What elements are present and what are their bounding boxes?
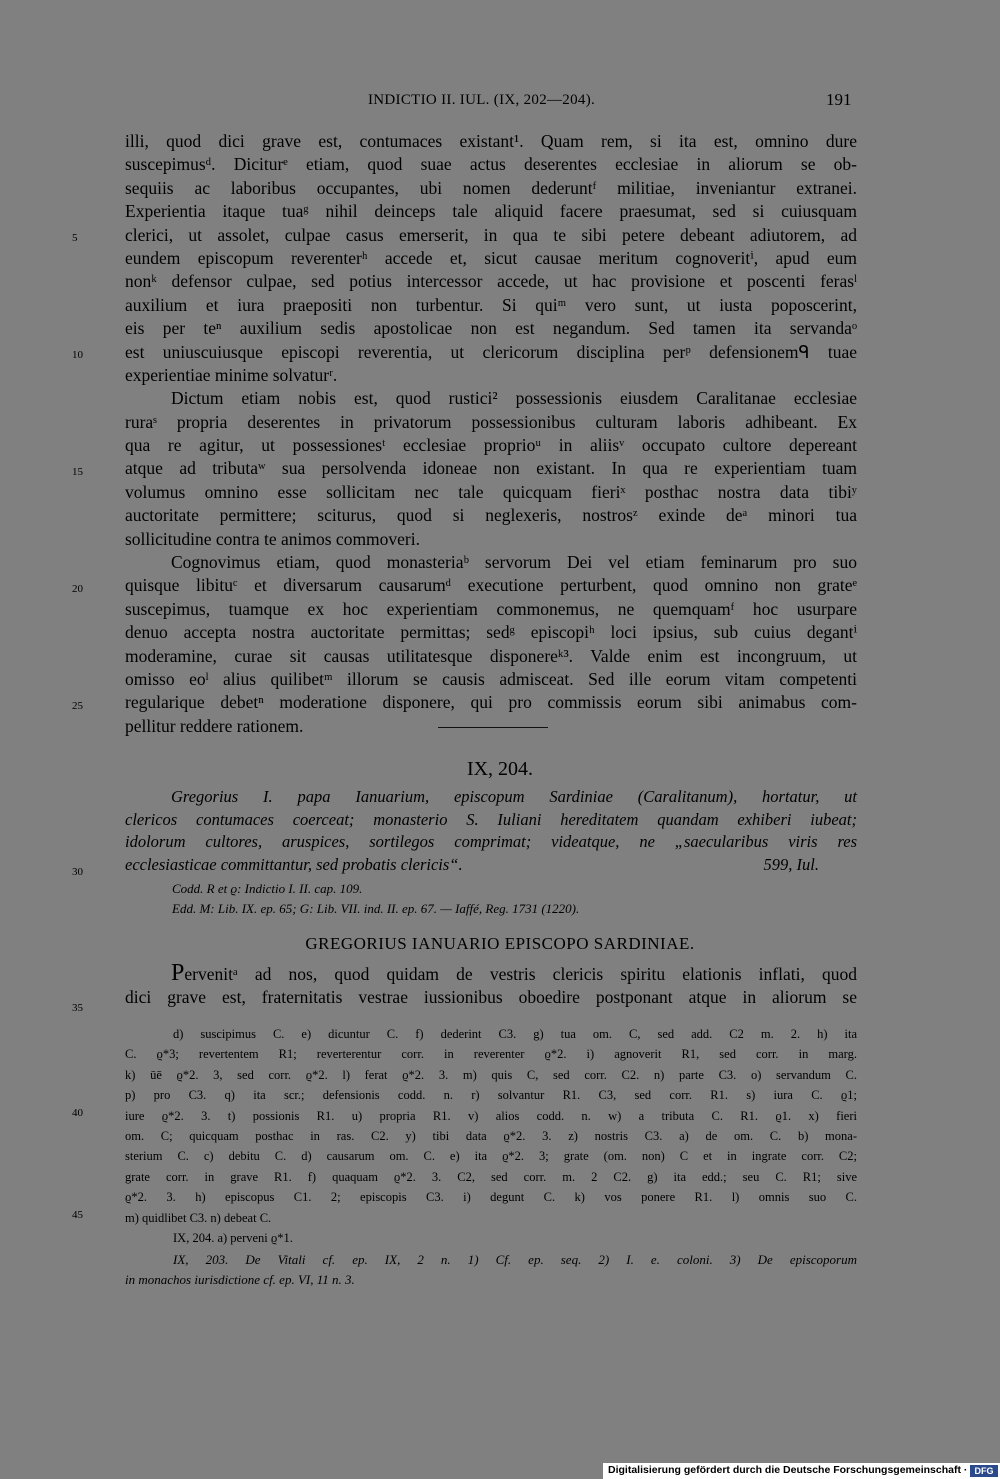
text-line: suscepimus, tuamque ex hoc experientiam commonemus, ne quemquamᶠ hoc usurpare <box>125 598 857 619</box>
summary-text: ecclesiasticae committantur, sed probatis clericis“. <box>125 854 463 874</box>
apparatus-line: k) ūē ϱ*2. 3, sed corr. ϱ*2. l) ferat ϱ*2. 3. m) quis C, sed corr. C2. n) parte C3. o) servandum C. <box>125 1067 857 1082</box>
commentary-line: in monachos iurisdictione cf. ep. VI, 11 n. 3. <box>125 1272 355 1288</box>
apparatus-line: C. ϱ*3; revertentem R1; reverterentur corr. in reverenter ϱ*2. i) agnoverit R1, sed corr. in marg. <box>125 1047 857 1062</box>
line-number: 40 <box>72 1107 83 1119</box>
apparatus-line: sterium C. c) debitu C. d) causarum om. C. e) ita ϱ*2. 3; grate (om. non) C et in ingrate corr. C2; <box>125 1149 857 1164</box>
line-number: 5 <box>72 232 78 244</box>
text-line: suscepimusᵈ. Diciturᵉ etiam, quod suae actus deserentes ecclesiae in aliorum se ob- <box>125 154 857 175</box>
footer-text: Digitalisierung gefördert durch die Deutsche Forschungsgemeinschaft · <box>608 1464 968 1476</box>
text-line: clerici, ut assolet, culpae casus emerserit, in qua te sibi petere debeant adiutorem, ad <box>125 224 857 245</box>
main-text <box>125 130 857 738</box>
document-number: IX, 204. <box>466 758 534 780</box>
apparatus-line: p) pro C3. q) ita scr.; defensionis codd. n. r) solvantur R1. C3, sed corr. R1. s) iura C. ϱ1; <box>125 1088 857 1103</box>
text-line: sequiis ac laboribus occupantes, ubi nomen dederuntᶠ militiae, inveniantur extranei. <box>125 177 857 198</box>
apparatus-line: om. C; quicquam posthac in ras. C2. y) tibi data ϱ*2. 3. z) nostris C3. a) de om. C. b) mona- <box>125 1128 857 1143</box>
text-line: eundem episcopum reverenterʰ accede et, sicut causae meritum cognoveritⁱ, apud eum <box>125 247 857 268</box>
letter-heading: GREGORIUS IANUARIO EPISCOPO SARDINIAE. <box>305 934 695 953</box>
line-number: 15 <box>72 466 83 478</box>
letter-text <box>125 961 857 1009</box>
line-number: 25 <box>72 700 83 712</box>
text-line: atque ad tributaʷ sua persolvenda idoneae non existant. In qua re experientiam tuam <box>125 458 857 479</box>
commentary-line: IX, 203. De Vitali cf. ep. IX, 2 n. 1) Cf. ep. seq. 2) I. e. coloni. 3) De episcoporum <box>173 1252 857 1267</box>
text-line: auxilium et iura praepositi non turbentur. Si quiᵐ vero sunt, ut iusta poposcerint, <box>125 294 857 315</box>
page-number: 191 <box>826 90 852 109</box>
text-line: experientiae minime solvaturʳ. <box>125 364 338 385</box>
line-number: 45 <box>72 1209 83 1221</box>
summary-line: Gregorius I. papa Ianuarium, episcopum Sardiniae (Caralitanum), hortatur, ut <box>171 787 857 806</box>
apparatus-line: iure ϱ*2. 3. t) possionis R1. u) propria R1. v) alios codd. n. w) a tributa C. R1. ϱ1. x) fieri <box>125 1108 857 1123</box>
summary-date: 599, Iul. <box>763 854 819 874</box>
funding-footer <box>603 1463 1000 1479</box>
text-line: regularique debetⁿ moderatione disponere, qui pro commissis eorum sibi animabus com- <box>125 692 857 713</box>
regest-summary <box>125 786 857 876</box>
commentary-notes <box>125 1250 857 1291</box>
text-line: illi, quod dici grave est, contumaces existant¹. Quam rem, si ita est, omnino dure <box>125 131 857 151</box>
summary-line: clericos contumaces coerceat; monasterio S. Iuliani hereditatem quandam exhiberi iubeat; <box>125 809 857 829</box>
line-number: 35 <box>72 1002 83 1014</box>
running-header: INDICTIO II. IUL. (IX, 202—204). <box>368 92 596 108</box>
summary-line: idolorum cultores, aruspices, sortilegos comprimat; videatque, ne „saecularibus viris res <box>125 832 857 851</box>
apparatus-line: m) quidlibet C3. n) debeat C. <box>125 1210 272 1225</box>
apparatus-line: IX, 204. a) perveni ϱ*1. <box>173 1230 293 1245</box>
text-line: eis per teⁿ auxilium sedis apostolicae non est negandum. Sed tamen ita servandaᵒ <box>125 318 857 339</box>
text-line: ruraˢ propria deserentes in privatorum possessionibus culturam laboris adhibeant. Ex <box>125 411 857 432</box>
drop-capital: P <box>171 960 185 986</box>
apparatus-line: ϱ*2. 3. h) episcopus C1. 2; episcopis C3. i) degunt C. k) vos ponere R1. l) omnis suo C. <box>125 1190 857 1205</box>
text-line: dici grave est, fraternitatis vestrae iussionibus oboedire postponant atque in aliorum se <box>125 987 857 1007</box>
text-line: sollicitudine contra te animos commoveri. <box>125 528 420 549</box>
line-number: 20 <box>72 583 83 595</box>
text-line: quisque libituᶜ et diversarum causarumᵈ executione perturbent, quod omnino non grateᵉ <box>125 575 857 596</box>
text-line: Cognovimus etiam, quod monasteriaᵇ servorum Dei vel etiam feminarum pro suo <box>171 552 857 573</box>
summary-line <box>125 854 857 877</box>
section-divider <box>438 727 548 728</box>
editions-note: Edd. M: Lib. IX. ep. 65; G: Lib. VII. ind. II. ep. 67. — Iaffé, Reg. 1731 (1220). <box>172 901 580 916</box>
text-line: volumus omnino esse sollicitam nec tale quicquam fieriˣ posthac nostra data tibiʸ <box>125 481 857 502</box>
text-line: est uniuscuiusque episcopi reverentia, ut clericorum disciplina perᵖ defensionemᑫ tuae <box>125 341 857 362</box>
text-line: moderamine, curae sit causas utilitatesque disponereᵏ³. Valde enim est incongruum, ut <box>125 645 857 666</box>
text-line: Dictum etiam nobis est, quod rustici² possessionis eiusdem Caralitanae ecclesiae <box>171 388 857 409</box>
line-number: 10 <box>72 349 83 361</box>
text-line: Experientia itaque tuaᵍ nihil deinceps tale aliquid facere praesumat, sed si cuiusquam <box>125 201 857 222</box>
text-line: auctoritate permittere; sciturus, quod si neglexeris, nostrosᶻ exinde deᵃ minori tua <box>125 505 857 526</box>
text-line: nonᵏ defensor culpae, sed potius intercessor accede, ut hac provisione et poscenti ferasˡ <box>125 271 857 292</box>
dfg-logo-icon: DFG <box>970 1465 998 1477</box>
apparatus-line: grate corr. in grave R1. f) quaquam ϱ*2. 3. C2, sed corr. m. 2 C2. g) ita edd.; seu C. R1; sive <box>125 1169 857 1184</box>
line-number: 30 <box>72 866 83 878</box>
text-line: omisso eoˡ alius quilibetᵐ illorum se causis admisceat. Sed ille eorum vitam competenti <box>125 668 857 689</box>
critical-apparatus <box>125 1024 857 1248</box>
text-line: pellitur reddere rationem. <box>125 715 304 736</box>
codices-note: Codd. R et ϱ: Indictio I. II. cap. 109. <box>172 881 363 896</box>
text-line: denuo accepta nostra auctoritate permittas; sedᵍ episcopiʰ loci ipsius, sub cuius degantⁱ <box>125 622 857 643</box>
apparatus-line: d) suscipimus C. e) dicuntur C. f) dederint C3. g) tua om. C, sed add. C2 m. 2. h) ita <box>173 1027 857 1041</box>
text-line: Pervenitᵃ ad nos, quod quidam de vestris clericis spiritu elationis inflati, quod <box>171 960 857 986</box>
text-line: qua re agitur, ut possessionesᵗ ecclesiae proprioᵘ in aliisᵛ occupato cultore depereant <box>125 435 857 456</box>
